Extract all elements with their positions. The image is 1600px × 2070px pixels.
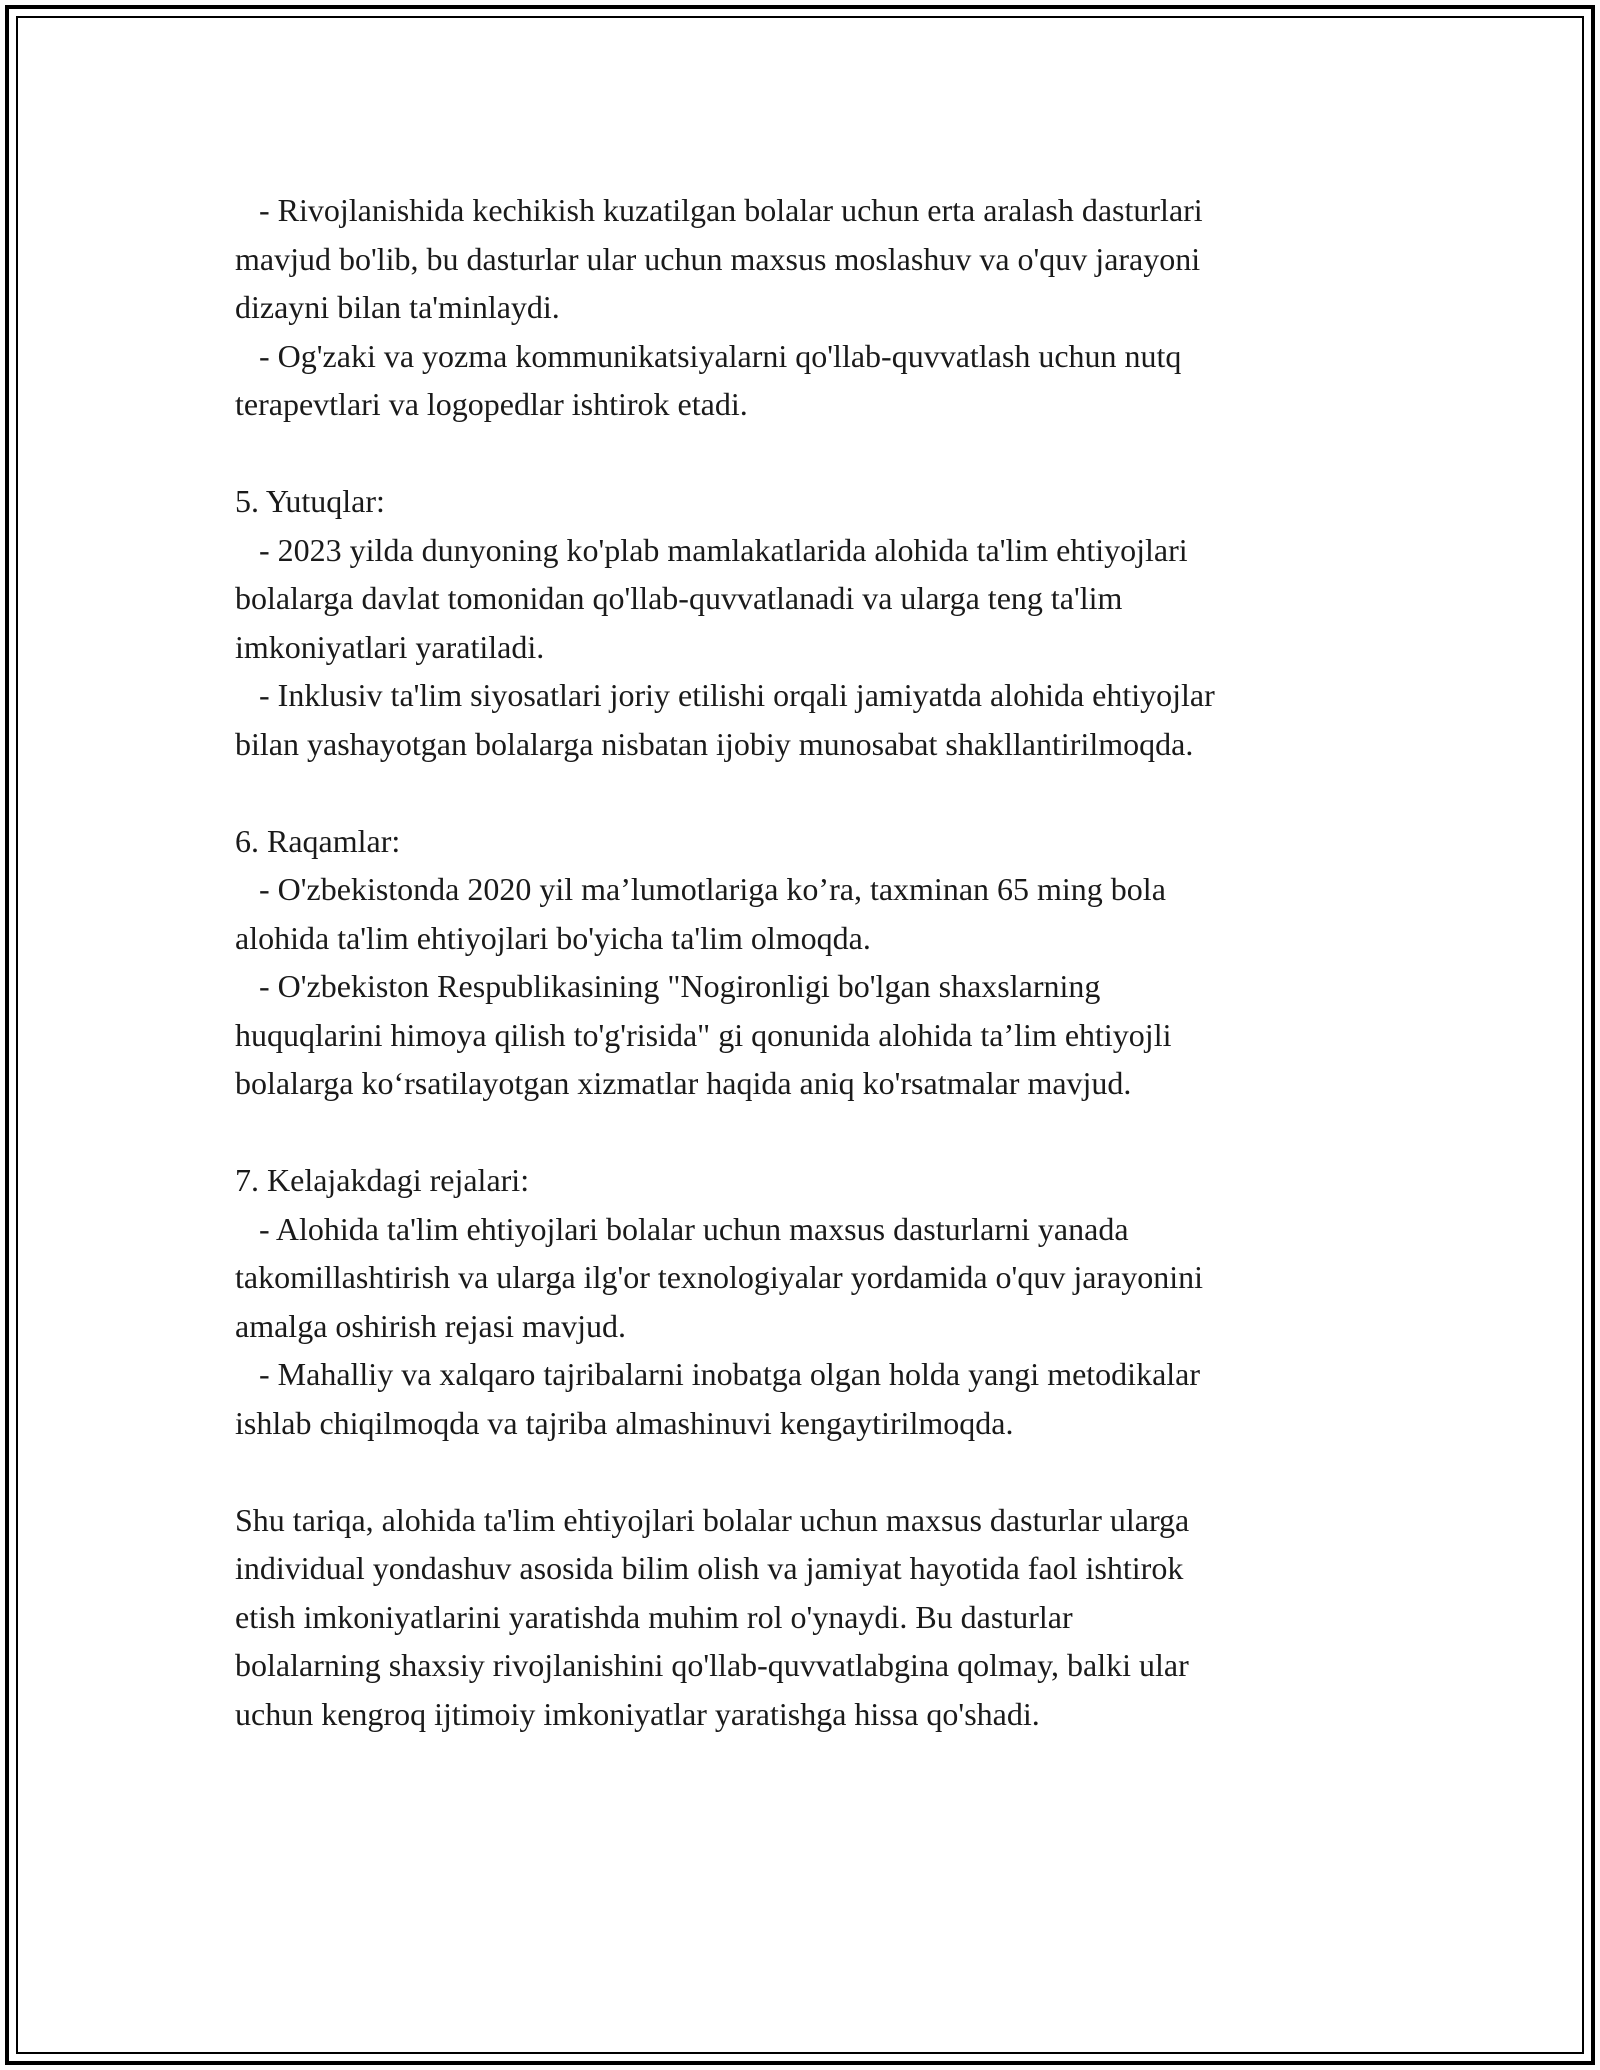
text-line: bolalarning shaxsiy rivojlanishini qo'llab-quvvatlabgina qolmay, balki ular xyxy=(235,1647,1189,1683)
text-line: - Rivojlanishida kechikish kuzatilgan bolalar uchun erta aralash dasturlari xyxy=(235,192,1203,228)
text-line: - O'zbekistonda 2020 yil ma’lumotlariga ko’ra, taxminan 65 ming bola xyxy=(235,871,1166,907)
text-line: - Alohida ta'lim ehtiyojlari bolalar uchun maxsus dasturlarni yanada xyxy=(235,1210,1129,1247)
text-line: bilan yashayotgan bolalarga nisbatan ijobiy munosabat shakllantirilmoqda. xyxy=(235,725,1194,762)
section-4-continuation xyxy=(235,186,1385,429)
text-line: huquqlarini himoya qilish to'g'risida" gi qonunida alohida ta’lim ehtiyojli xyxy=(235,1016,1172,1053)
section-7 xyxy=(235,1156,1385,1447)
paragraph-gap xyxy=(235,1447,1385,1496)
text-line: takomillashtirish va ularga ilg'or texnologiyalar yordamida o'quv jarayonini xyxy=(235,1259,1204,1295)
text-line: terapevtlari va logopedlar ishtirok etadi. xyxy=(235,386,748,422)
paragraph-gap xyxy=(235,1108,1385,1157)
text-line: - Mahalliy va xalqaro tajribalarni inobatga olgan holda yangi metodikalar xyxy=(235,1356,1201,1392)
text-line: alohida ta'lim ehtiyojlari bo'yicha ta'lim olmoqda. xyxy=(235,919,871,956)
text-line: imkoniyatlari yaratiladi. xyxy=(235,628,545,665)
text-line: amalga oshirish rejasi mavjud. xyxy=(235,1307,627,1344)
text-line: mavjud bo'lib, bu dasturlar ular uchun maxsus moslashuv va o'quv jarayoni xyxy=(235,240,1201,277)
text-line: Shu tariqa, alohida ta'lim ehtiyojlari bolalar uchun maxsus dasturlar ularga xyxy=(235,1501,1190,1538)
paragraph-gap xyxy=(235,768,1385,817)
text-line: ishlab chiqilmoqda va tajriba almashinuvi kengaytirilmoqda. xyxy=(235,1404,1014,1441)
document-body xyxy=(235,186,1385,1738)
section-5 xyxy=(235,477,1385,768)
text-line: bolalarga davlat tomonidan qo'llab-quvvatlanadi va ularga teng ta'lim xyxy=(235,580,1123,616)
section-6 xyxy=(235,817,1385,1108)
text-line: individual yondashuv asosida bilim olish va jamiyat hayotida faol ishtirok xyxy=(235,1550,1184,1586)
text-line: uchun kengroq ijtimoiy imkoniyatlar yaratishga hissa qo'shadi. xyxy=(235,1695,1040,1732)
text-line: - O'zbekiston Respublikasining "Nogironligi bo'lgan shaxslarning xyxy=(235,968,1101,1004)
text-line: dizayni bilan ta'minlaydi. xyxy=(235,289,560,325)
text-line: - 2023 yilda dunyoning ko'plab mamlakatlarida alohida ta'lim ehtiyojlari xyxy=(235,531,1188,568)
conclusion-paragraph xyxy=(235,1496,1385,1739)
section-heading: 6. Raqamlar: xyxy=(235,822,401,859)
text-line: bolalarga ko‘rsatilayotgan xizmatlar haqida aniq ko'rsatmalar mavjud. xyxy=(235,1065,1132,1101)
section-heading: 7. Kelajakdagi rejalari: xyxy=(235,1162,530,1198)
text-line: etish imkoniyatlarini yaratishda muhim rol o'ynaydi. Bu dasturlar xyxy=(235,1598,1073,1635)
text-line: - Inklusiv ta'lim siyosatlari joriy etilishi orqali jamiyatda alohida ehtiyojlar xyxy=(235,677,1215,713)
section-heading: 5. Yutuqlar: xyxy=(235,483,385,519)
paragraph-gap xyxy=(235,429,1385,478)
text-line: - Og'zaki va yozma kommunikatsiyalarni qo'llab-quvvatlash uchun nutq xyxy=(235,337,1182,374)
